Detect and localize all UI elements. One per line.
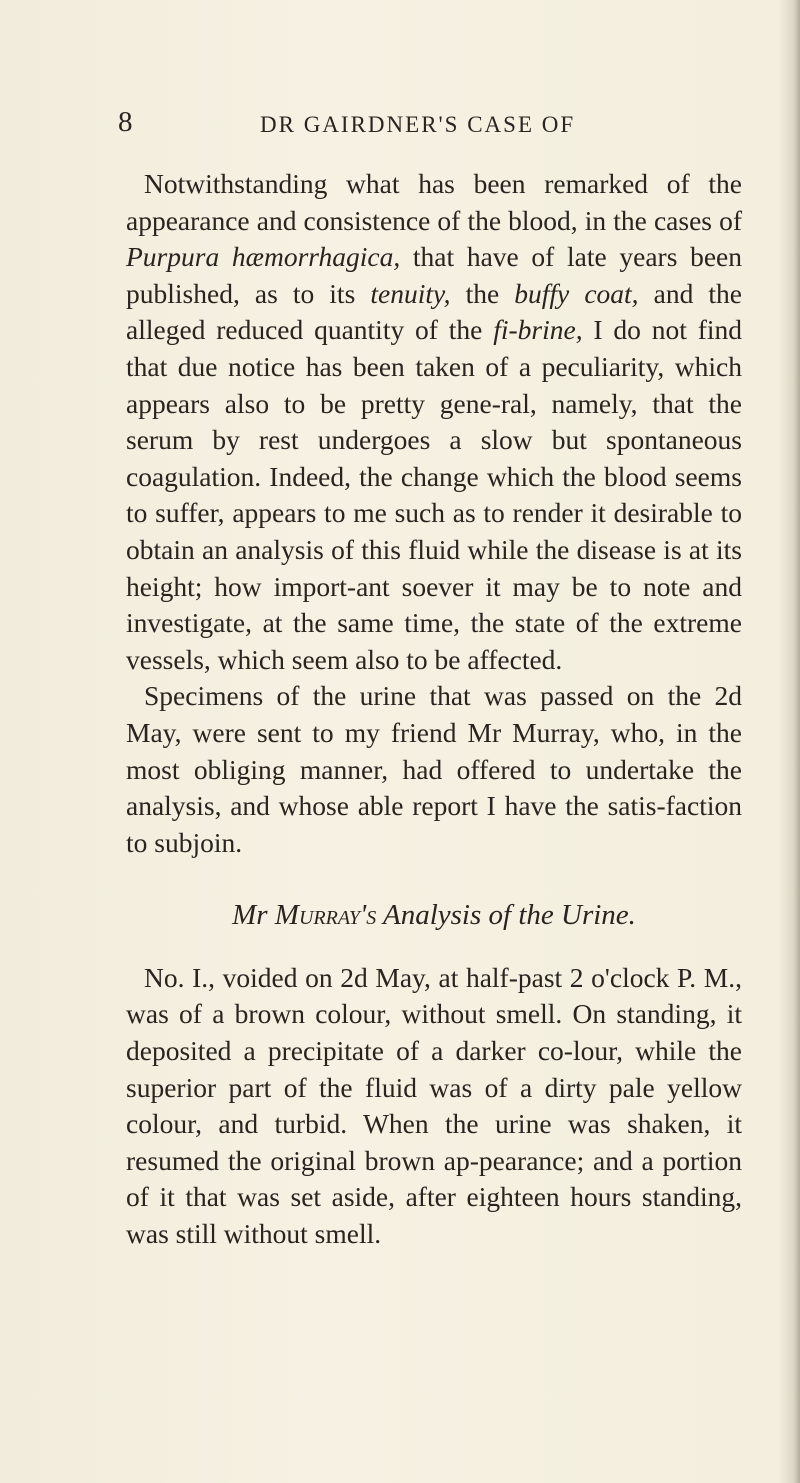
text-span: I do not find that due notice has been taken of a peculiarity, which appears also to be pretty gene-ral, namely, that the serum by rest undergoes a slow but spontaneous coagulation. Indeed, the change which the blood seems to suffer, appears to me such as to render it desirable to obtain an analysis of this fluid while the disease is at its height; how import-ant soever it may be to note and investigate, at the same time, the state of the extreme vessels, which seem also to be affected. [126, 314, 742, 675]
text-span: Notwithstanding what has been remarked of the appearance and consistence of the blood, in the cases of [126, 168, 742, 236]
italic-term: Purpura hæmorrhagica, [126, 241, 401, 273]
running-head: DR GAIRDNER'S CASE OF [260, 112, 576, 137]
body-text [126, 166, 742, 1253]
paragraph-analysis-no1: No. I., voided on 2d May, at half-past 2 o'clock P. M., was of a brown colour, without smell. On standing, it deposited a precipitate of a darker co-lour, while the superior part of the fluid was of a dirty pale yellow colour, and turbid. When the urine was shaken, it resumed the original brown ap-pearance; and a portion of it that was set aside, after eighteen hours standing, was still without smell. [126, 961, 742, 1250]
heading-name: Murray's [274, 899, 377, 932]
paragraph-urine-specimens: Specimens of the urine that was passed on the 2d May, were sent to my friend Mr Murray, who, in the most obliging manner, had offered to undertake the analysis, and whose able report I have the satis-faction to subjoin. [126, 680, 742, 858]
italic-term: tenuity, [370, 277, 451, 309]
paragraph-blood-remarks [126, 166, 742, 678]
italic-term: fi-brine, [493, 314, 583, 346]
text-span: that have of late years been published, as to its [126, 241, 742, 309]
text-span: and the alleged reduced quantity of the [126, 277, 742, 346]
page-number: 8 [118, 106, 133, 138]
italic-term: buffy coat, [514, 277, 639, 309]
heading-prefix: Mr [232, 899, 275, 932]
text-span: the [450, 277, 515, 309]
section-heading [126, 897, 742, 934]
page-edge-shadow [778, 0, 800, 1483]
page-header [118, 106, 738, 152]
heading-rest: Analysis of the Urine. [376, 899, 636, 932]
